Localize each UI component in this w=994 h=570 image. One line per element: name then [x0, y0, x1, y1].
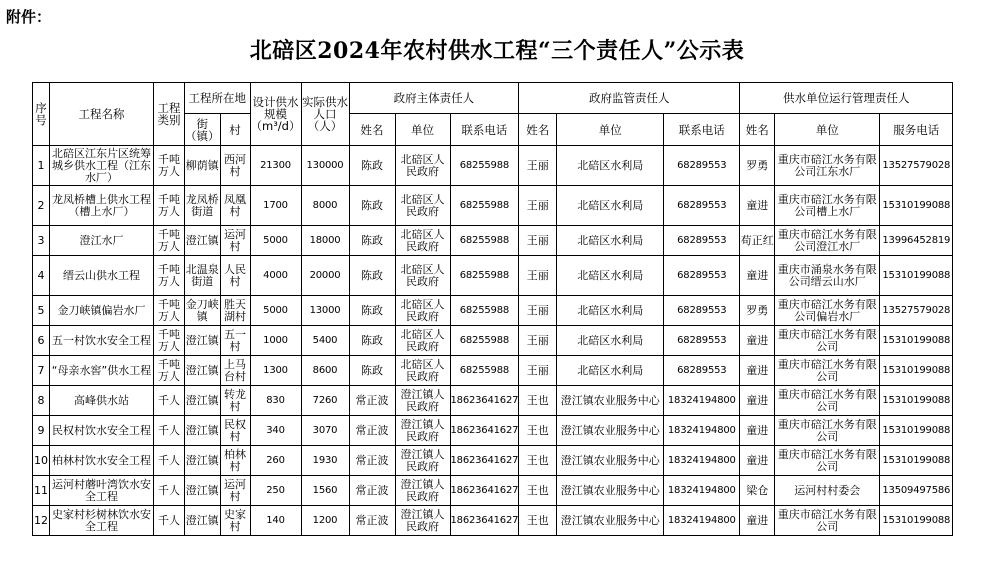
- cell-seq: 8: [33, 386, 50, 416]
- cell-service-phone: 13527579028: [880, 296, 953, 326]
- cell-village: 运河村: [220, 476, 250, 506]
- cell-operator-name: 苟正红: [740, 226, 775, 256]
- cell-operator-unit: 重庆市碚江水务有限公司: [775, 416, 880, 446]
- cell-seq: 12: [33, 506, 50, 536]
- header-gov-main: 政府主体责任人: [349, 83, 519, 114]
- cell-street: 澄江镇: [185, 476, 221, 506]
- cell-operator-name: 罗勇: [740, 146, 775, 186]
- cell-project-type: 千吨万人: [154, 296, 185, 326]
- cell-street: 澄江镇: [185, 356, 221, 386]
- cell-project-name: 高峰供水站: [50, 386, 154, 416]
- cell-supervise-name: 王丽: [519, 356, 557, 386]
- table-row: [33, 146, 953, 186]
- cell-street: 澄江镇: [185, 226, 221, 256]
- header-main-name: 姓名: [349, 114, 395, 146]
- cell-main-unit: 澄江镇人民政府: [395, 476, 450, 506]
- cell-supervise-name: 王也: [519, 506, 557, 536]
- cell-project-type: 千人: [154, 476, 185, 506]
- cell-main-name: 常正波: [349, 506, 395, 536]
- cell-project-name: 柏林村饮水安全工程: [50, 446, 154, 476]
- header-gov-supervise: 政府监管责任人: [519, 83, 740, 114]
- cell-main-name: 陈政: [349, 146, 395, 186]
- cell-supervise-name: 王也: [519, 446, 557, 476]
- cell-village: 运河村: [220, 226, 250, 256]
- cell-main-name: 陈政: [349, 356, 395, 386]
- cell-main-unit: 北碚区人民政府: [395, 296, 450, 326]
- cell-main-name: 陈政: [349, 226, 395, 256]
- cell-street: 北温泉街道: [185, 256, 221, 296]
- cell-seq: 6: [33, 326, 50, 356]
- cell-main-unit: 北碚区人民政府: [395, 326, 450, 356]
- header-location: 工程所在地: [185, 83, 251, 114]
- cell-operator-name: 童进: [740, 256, 775, 296]
- cell-project-type: 千吨万人: [154, 146, 185, 186]
- cell-village: 上马台村: [220, 356, 250, 386]
- cell-project-type: 千人: [154, 386, 185, 416]
- cell-project-name: 澄江水厂: [50, 226, 154, 256]
- table-row: [33, 326, 953, 356]
- cell-operator-name: 童进: [740, 416, 775, 446]
- cell-supervise-unit: 北碚区水利局: [557, 146, 664, 186]
- page-title: 北碚区2024年农村供水工程“三个责任人”公示表: [249, 38, 745, 64]
- cell-project-name: 龙凤桥槽上供水工程（槽上水厂）: [50, 186, 154, 226]
- cell-operator-name: 童进: [740, 356, 775, 386]
- cell-service-phone: 13996452819: [880, 226, 953, 256]
- cell-population: 7260: [301, 386, 349, 416]
- header-supervise-phone: 联系电话: [664, 114, 740, 146]
- cell-supervise-unit: 澄江镇农业服务中心: [557, 476, 664, 506]
- cell-design-scale: 5000: [250, 296, 301, 326]
- header-main-phone: 联系电话: [450, 114, 519, 146]
- cell-design-scale: 260: [250, 446, 301, 476]
- cell-operator-unit: 重庆市碚江水务有限公司江东水厂: [775, 146, 880, 186]
- cell-main-phone: 18623641627: [450, 386, 519, 416]
- table-row: [33, 226, 953, 256]
- cell-supervise-unit: 北碚区水利局: [557, 186, 664, 226]
- cell-project-type: 千吨万人: [154, 186, 185, 226]
- cell-village: 史家村: [220, 506, 250, 536]
- cell-project-type: 千吨万人: [154, 326, 185, 356]
- table-row: [33, 476, 953, 506]
- table-row: [33, 186, 953, 226]
- cell-project-type: 千人: [154, 416, 185, 446]
- cell-population: 20000: [301, 256, 349, 296]
- cell-main-phone: 18623641627: [450, 506, 519, 536]
- cell-service-phone: 15310199088: [880, 446, 953, 476]
- cell-operator-unit: 重庆市碚江水务有限公司: [775, 326, 880, 356]
- cell-supervise-unit: 北碚区水利局: [557, 256, 664, 296]
- table-row: [33, 416, 953, 446]
- cell-street: 澄江镇: [185, 386, 221, 416]
- cell-street: 澄江镇: [185, 446, 221, 476]
- cell-street: 金刀峡镇: [185, 296, 221, 326]
- cell-supervise-unit: 北碚区水利局: [557, 226, 664, 256]
- cell-village: 人民村: [220, 256, 250, 296]
- cell-supervise-phone: 18324194800: [664, 386, 740, 416]
- cell-service-phone: 15310199088: [880, 356, 953, 386]
- cell-main-phone: 18623641627: [450, 416, 519, 446]
- cell-main-unit: 北碚区人民政府: [395, 226, 450, 256]
- cell-supervise-phone: 68289553: [664, 256, 740, 296]
- cell-main-unit: 北碚区人民政府: [395, 256, 450, 296]
- cell-main-unit: 北碚区人民政府: [395, 356, 450, 386]
- cell-population: 1560: [301, 476, 349, 506]
- cell-supervise-unit: 北碚区水利局: [557, 296, 664, 326]
- cell-main-name: 常正波: [349, 446, 395, 476]
- cell-supervise-unit: 澄江镇农业服务中心: [557, 386, 664, 416]
- cell-village: 五一村: [220, 326, 250, 356]
- table-row: [33, 386, 953, 416]
- attachment-label: 附件：: [6, 8, 52, 26]
- header-main-unit: 单位: [395, 114, 450, 146]
- cell-population: 13000: [301, 296, 349, 326]
- cell-project-name: 五一村饮水安全工程: [50, 326, 154, 356]
- cell-supervise-phone: 68289553: [664, 326, 740, 356]
- responsibility-table: [32, 82, 953, 536]
- cell-supervise-name: 王丽: [519, 146, 557, 186]
- cell-supervise-name: 王丽: [519, 296, 557, 326]
- cell-project-type: 千人: [154, 506, 185, 536]
- cell-supervise-unit: 澄江镇农业服务中心: [557, 506, 664, 536]
- cell-design-scale: 830: [250, 386, 301, 416]
- cell-operator-name: 童进: [740, 326, 775, 356]
- cell-design-scale: 21300: [250, 146, 301, 186]
- cell-operator-name: 童进: [740, 446, 775, 476]
- cell-street: 柳荫镇: [185, 146, 221, 186]
- cell-main-unit: 澄江镇人民政府: [395, 446, 450, 476]
- cell-village: 凤凰村: [220, 186, 250, 226]
- cell-operator-unit: 重庆市碚江水务有限公司澄江水厂: [775, 226, 880, 256]
- cell-population: 130000: [301, 146, 349, 186]
- cell-service-phone: 13527579028: [880, 146, 953, 186]
- cell-project-name: 金刀峡镇偏岩水厂: [50, 296, 154, 326]
- cell-street: 龙凤桥街道: [185, 186, 221, 226]
- table-row: [33, 446, 953, 476]
- cell-design-scale: 1000: [250, 326, 301, 356]
- header-location-village: 村: [220, 114, 250, 146]
- cell-main-name: 陈政: [349, 186, 395, 226]
- cell-population: 5400: [301, 326, 349, 356]
- cell-operator-unit: 重庆市碚江水务有限公司: [775, 506, 880, 536]
- cell-population: 18000: [301, 226, 349, 256]
- cell-main-phone: 18623641627: [450, 446, 519, 476]
- cell-project-type: 千吨万人: [154, 356, 185, 386]
- cell-seq: 7: [33, 356, 50, 386]
- cell-village: 柏林村: [220, 446, 250, 476]
- cell-village: 胜天湖村: [220, 296, 250, 326]
- cell-operator-name: 童进: [740, 186, 775, 226]
- cell-project-name: “母亲水窖”供水工程: [50, 356, 154, 386]
- cell-main-unit: 澄江镇人民政府: [395, 386, 450, 416]
- cell-main-phone: 68255988: [450, 326, 519, 356]
- cell-project-name: 缙云山供水工程: [50, 256, 154, 296]
- cell-main-name: 陈政: [349, 326, 395, 356]
- cell-service-phone: 15310199088: [880, 506, 953, 536]
- cell-project-type: 千吨万人: [154, 226, 185, 256]
- cell-population: 1200: [301, 506, 349, 536]
- header-project-type: 工程类别: [154, 83, 185, 146]
- cell-supervise-phone: 18324194800: [664, 476, 740, 506]
- cell-supervise-name: 王丽: [519, 256, 557, 296]
- cell-main-unit: 北碚区人民政府: [395, 186, 450, 226]
- cell-supervise-phone: 68289553: [664, 146, 740, 186]
- cell-supervise-unit: 澄江镇农业服务中心: [557, 416, 664, 446]
- cell-street: 澄江镇: [185, 416, 221, 446]
- cell-supervise-phone: 18324194800: [664, 446, 740, 476]
- cell-main-phone: 68255988: [450, 296, 519, 326]
- cell-supervise-phone: 68289553: [664, 296, 740, 326]
- cell-operator-name: 梁仓: [740, 476, 775, 506]
- cell-project-type: 千吨万人: [154, 256, 185, 296]
- cell-supervise-unit: 北碚区水利局: [557, 326, 664, 356]
- cell-main-name: 常正波: [349, 476, 395, 506]
- cell-main-phone: 68255988: [450, 356, 519, 386]
- cell-operator-unit: 重庆市碚江水务有限公司: [775, 446, 880, 476]
- cell-design-scale: 4000: [250, 256, 301, 296]
- cell-main-name: 陈政: [349, 256, 395, 296]
- cell-design-scale: 1300: [250, 356, 301, 386]
- cell-operator-unit: 重庆市碚江水务有限公司偏岩水厂: [775, 296, 880, 326]
- cell-supervise-name: 王也: [519, 386, 557, 416]
- cell-population: 3070: [301, 416, 349, 446]
- cell-operator-name: 童进: [740, 386, 775, 416]
- header-location-street: 街（镇）: [185, 114, 221, 146]
- header-supervise-name: 姓名: [519, 114, 557, 146]
- cell-main-phone: 18623641627: [450, 476, 519, 506]
- cell-supervise-phone: 68289553: [664, 226, 740, 256]
- table-body: [33, 146, 953, 536]
- cell-main-phone: 68255988: [450, 256, 519, 296]
- cell-main-unit: 北碚区人民政府: [395, 146, 450, 186]
- cell-supervise-name: 王也: [519, 476, 557, 506]
- cell-design-scale: 340: [250, 416, 301, 446]
- cell-service-phone: 15310199088: [880, 386, 953, 416]
- header-service-phone: 服务电话: [880, 114, 953, 146]
- header-design-scale: 设计供水规模（m³/d）: [250, 83, 301, 146]
- cell-village: 民权村: [220, 416, 250, 446]
- cell-service-phone: 15310199088: [880, 256, 953, 296]
- cell-main-unit: 澄江镇人民政府: [395, 506, 450, 536]
- cell-street: 澄江镇: [185, 326, 221, 356]
- cell-main-phone: 68255988: [450, 146, 519, 186]
- cell-project-name: 运河村蘑叶湾饮水安全工程: [50, 476, 154, 506]
- cell-project-name: 史家村杉树林饮水安全工程: [50, 506, 154, 536]
- cell-supervise-phone: 68289553: [664, 356, 740, 386]
- cell-main-phone: 68255988: [450, 186, 519, 226]
- cell-service-phone: 15310199088: [880, 186, 953, 226]
- cell-operator-name: 罗勇: [740, 296, 775, 326]
- cell-operator-unit: 运河村村委会: [775, 476, 880, 506]
- cell-design-scale: 140: [250, 506, 301, 536]
- cell-project-type: 千人: [154, 446, 185, 476]
- cell-operator-unit: 重庆市碚江水务有限公司槽上水厂: [775, 186, 880, 226]
- cell-population: 8600: [301, 356, 349, 386]
- header-operator-unit: 单位: [775, 114, 880, 146]
- cell-main-name: 陈政: [349, 296, 395, 326]
- cell-project-name: 民权村饮水安全工程: [50, 416, 154, 446]
- cell-service-phone: 15310199088: [880, 326, 953, 356]
- cell-supervise-unit: 北碚区水利局: [557, 356, 664, 386]
- cell-design-scale: 250: [250, 476, 301, 506]
- cell-supervise-name: 王也: [519, 416, 557, 446]
- table-row: [33, 356, 953, 386]
- cell-seq: 5: [33, 296, 50, 326]
- header-operator: 供水单位运行管理责任人: [740, 83, 953, 114]
- cell-population: 8000: [301, 186, 349, 226]
- cell-main-name: 常正波: [349, 416, 395, 446]
- cell-main-phone: 68255988: [450, 226, 519, 256]
- cell-supervise-phone: 68289553: [664, 186, 740, 226]
- cell-service-phone: 13509497586: [880, 476, 953, 506]
- table-row: [33, 506, 953, 536]
- cell-seq: 3: [33, 226, 50, 256]
- cell-main-unit: 澄江镇人民政府: [395, 416, 450, 446]
- cell-village: 西河村: [220, 146, 250, 186]
- header-operator-name: 姓名: [740, 114, 775, 146]
- cell-seq: 9: [33, 416, 50, 446]
- cell-seq: 11: [33, 476, 50, 506]
- cell-design-scale: 1700: [250, 186, 301, 226]
- cell-supervise-phone: 18324194800: [664, 416, 740, 446]
- cell-supervise-name: 王丽: [519, 186, 557, 226]
- cell-service-phone: 15310199088: [880, 416, 953, 446]
- cell-supervise-name: 王丽: [519, 226, 557, 256]
- header-supervise-unit: 单位: [557, 114, 664, 146]
- cell-supervise-name: 王丽: [519, 326, 557, 356]
- cell-project-name: 北碚区江东片区统筹城乡供水工程（江东水厂）: [50, 146, 154, 186]
- cell-supervise-unit: 澄江镇农业服务中心: [557, 446, 664, 476]
- cell-village: 转龙村: [220, 386, 250, 416]
- cell-seq: 10: [33, 446, 50, 476]
- cell-population: 1930: [301, 446, 349, 476]
- cell-seq: 1: [33, 146, 50, 186]
- table-row: [33, 296, 953, 326]
- cell-seq: 2: [33, 186, 50, 226]
- cell-operator-unit: 重庆市碚江水务有限公司: [775, 386, 880, 416]
- cell-supervise-phone: 18324194800: [664, 506, 740, 536]
- header-actual-population: 实际供水人口（人）: [301, 83, 349, 146]
- cell-street: 澄江镇: [185, 506, 221, 536]
- cell-operator-unit: 重庆市涌泉水务有限公司缙云山水厂: [775, 256, 880, 296]
- cell-operator-unit: 重庆市碚江水务有限公司: [775, 356, 880, 386]
- header-project-name: 工程名称: [50, 83, 154, 146]
- cell-design-scale: 5000: [250, 226, 301, 256]
- cell-operator-name: 童进: [740, 506, 775, 536]
- header-seq: 序号: [33, 83, 50, 146]
- table-row: [33, 256, 953, 296]
- cell-seq: 4: [33, 256, 50, 296]
- cell-main-name: 常正波: [349, 386, 395, 416]
